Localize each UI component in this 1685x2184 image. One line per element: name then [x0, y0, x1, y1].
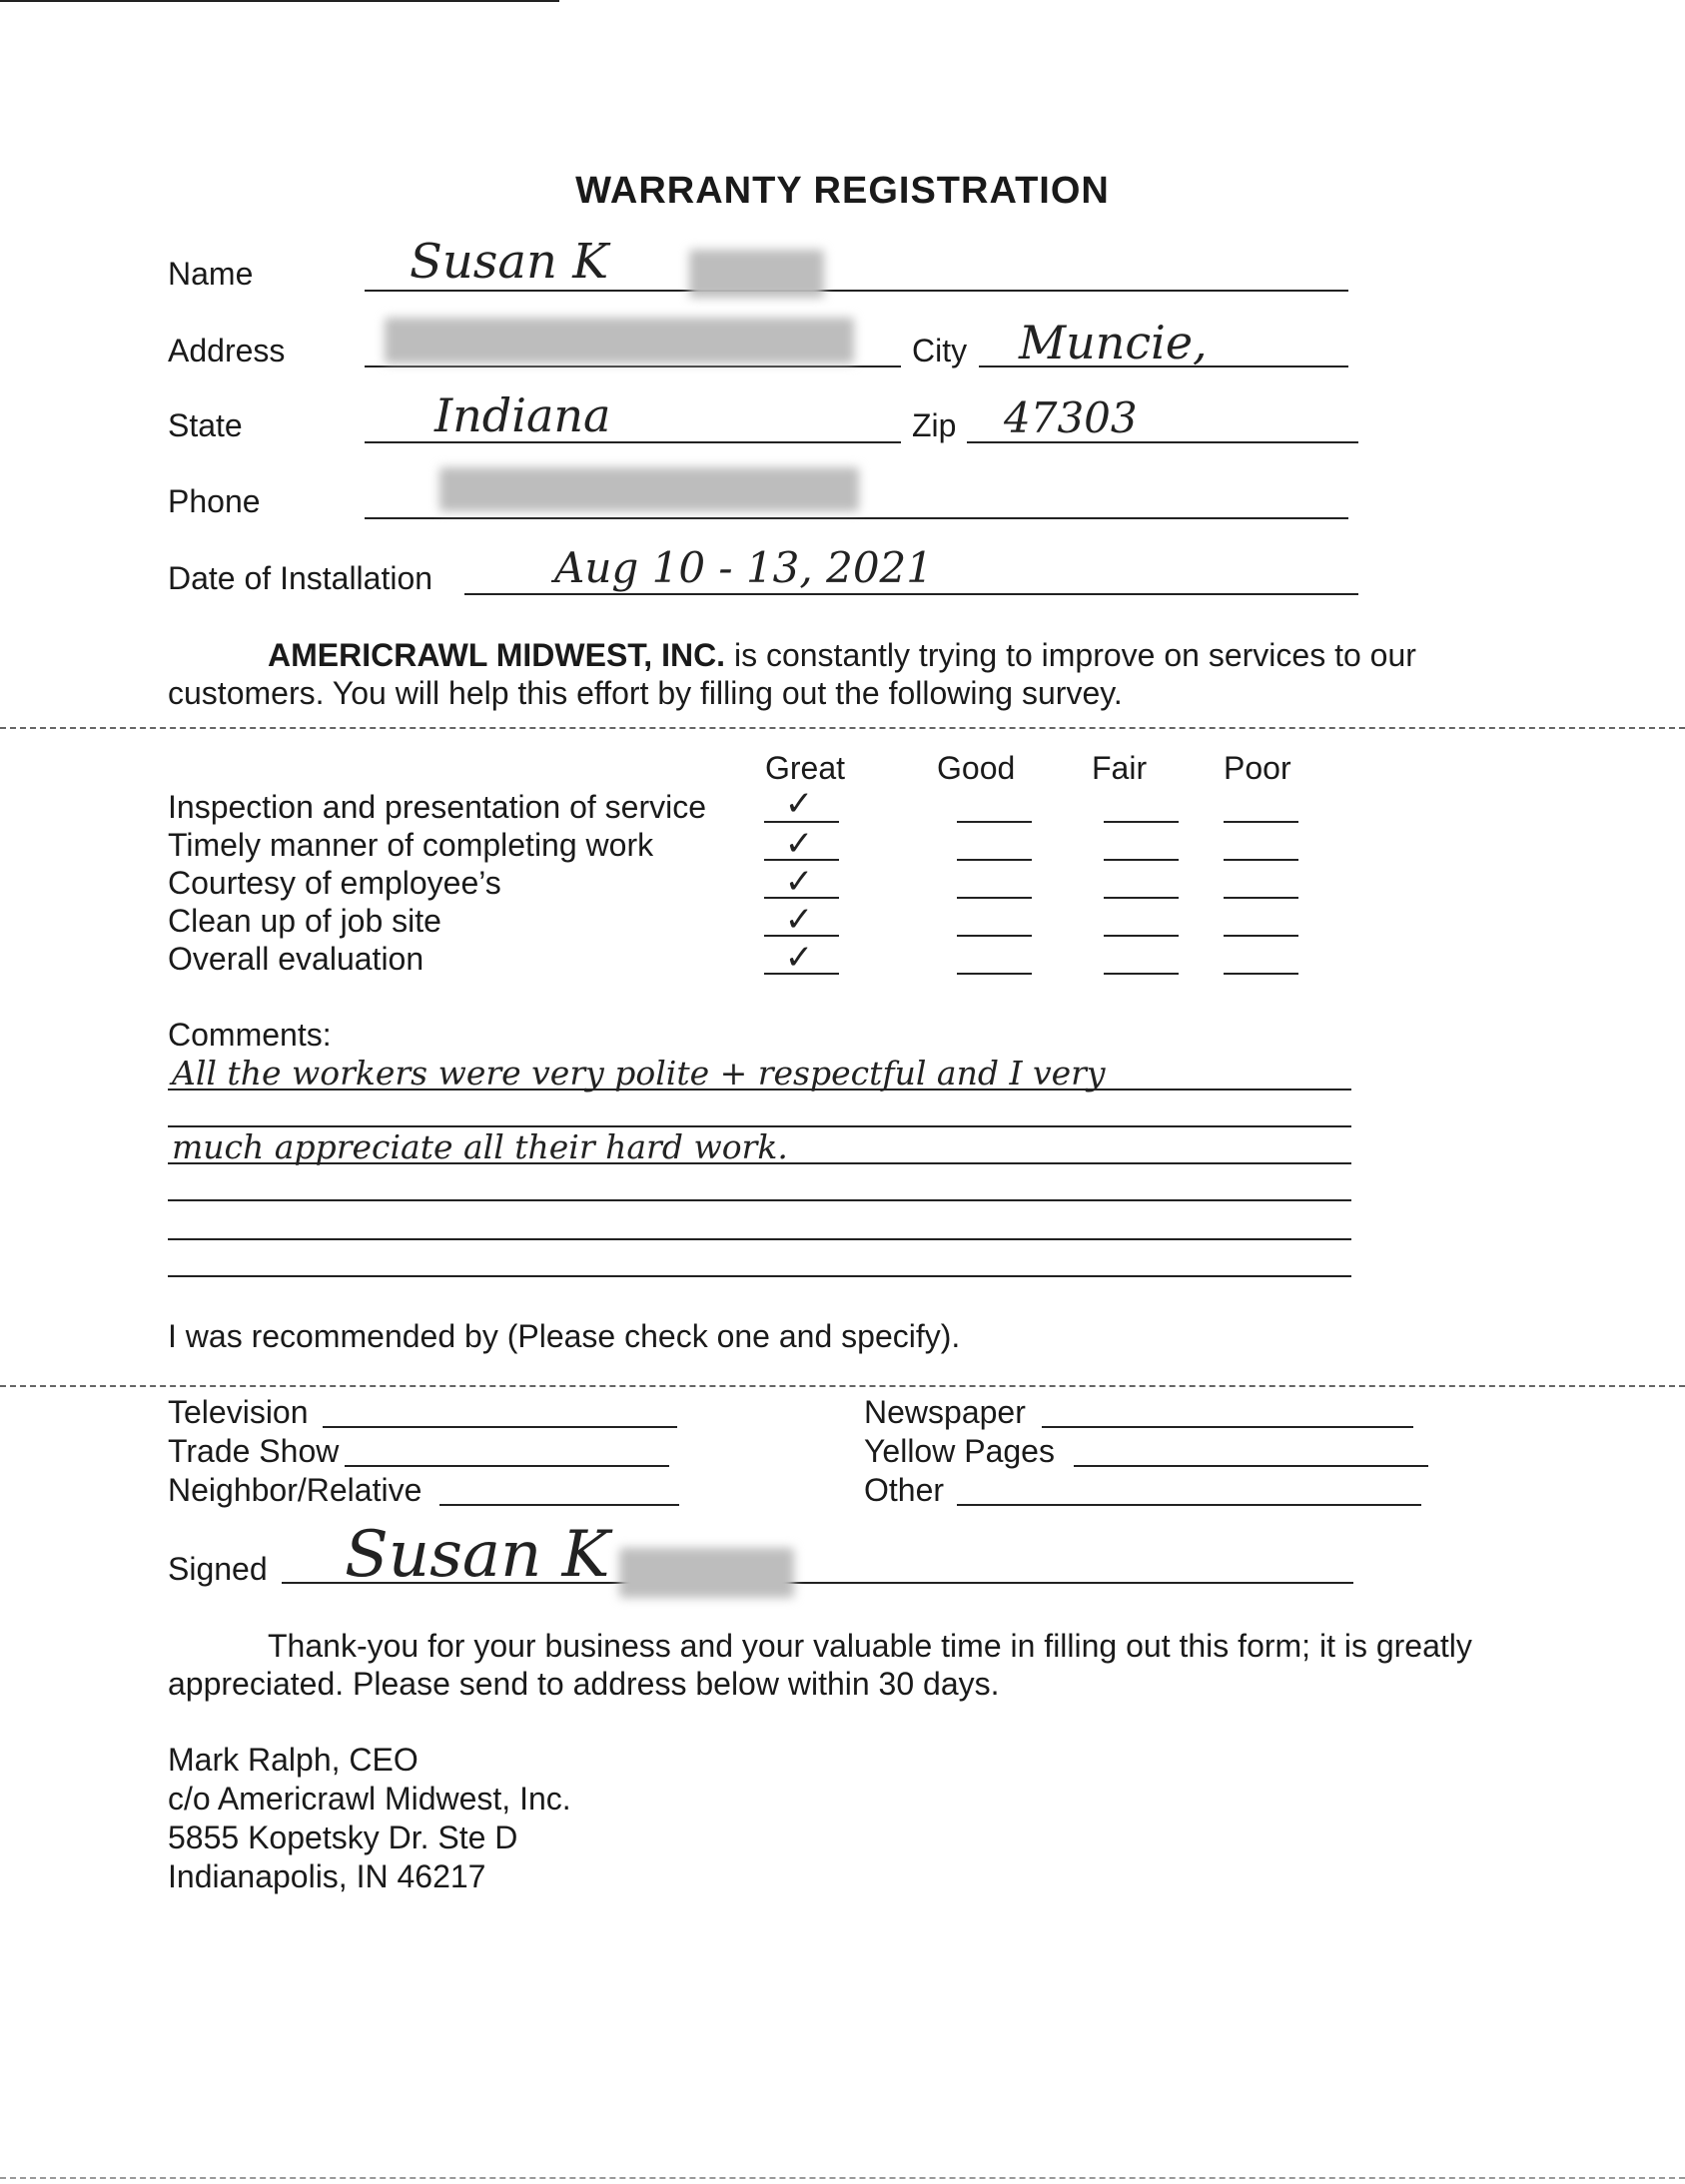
signature-value[interactable]: Susan K: [345, 1518, 610, 1592]
intro-text-1: is constantly trying to improve on services to our: [733, 637, 1416, 673]
address-label: Address: [168, 333, 286, 368]
rating-blank-good[interactable]: [957, 935, 1032, 937]
option-yellow-pages-blank[interactable]: [1074, 1465, 1428, 1467]
date-label: Date of Installation: [168, 560, 433, 596]
phone-underline: [365, 517, 1348, 519]
date-value[interactable]: Aug 10 - 13, 2021: [554, 543, 933, 592]
zip-label: Zip: [912, 407, 957, 443]
rating-blank-good[interactable]: [957, 897, 1032, 899]
recommended-prompt: I was recommended by (Please check one and specify).: [168, 1318, 961, 1354]
rating-blank-fair[interactable]: [1104, 935, 1179, 937]
rating-blank-poor[interactable]: [1224, 897, 1298, 899]
scan-top-edge: [0, 0, 559, 2]
survey-col-great: Great: [765, 750, 846, 786]
city-value[interactable]: Muncie,: [1019, 316, 1208, 369]
comments-line-2[interactable]: much appreciate all their hard work.: [172, 1127, 788, 1166]
comments-label: Comments:: [168, 1017, 332, 1053]
mailing-address-line-1: Mark Ralph, CEO: [168, 1742, 419, 1778]
city-label: City: [912, 333, 968, 368]
state-value[interactable]: Indiana: [434, 388, 611, 442]
comments-underline-4: [168, 1199, 1351, 1201]
name-redaction: [689, 250, 824, 298]
check-mark-great: ✓: [784, 785, 814, 823]
rating-blank-fair[interactable]: [1104, 821, 1179, 823]
date-underline: [464, 593, 1358, 595]
option-television-blank[interactable]: [323, 1426, 677, 1428]
rating-blank-good[interactable]: [957, 859, 1032, 861]
mailing-address-line-4: Indianapolis, IN 46217: [168, 1858, 486, 1894]
rating-blank-poor[interactable]: [1224, 973, 1298, 975]
scan-fold-line-upper: [0, 727, 1685, 729]
address-redaction: [385, 318, 854, 364]
name-label: Name: [168, 256, 254, 292]
scan-fold-line-lower: [0, 1385, 1685, 1387]
intro-line-1: [268, 639, 1416, 671]
zip-value[interactable]: 47303: [1004, 393, 1138, 442]
signed-label: Signed: [168, 1551, 268, 1587]
signature-redaction: [619, 1548, 794, 1598]
survey-row-label: Timely manner of completing work: [168, 827, 654, 863]
thanks-line-2: appreciated. Please send to address below within 30 days.: [168, 1666, 1000, 1702]
rating-blank-good[interactable]: [957, 821, 1032, 823]
name-value[interactable]: Susan K: [410, 234, 609, 290]
scan-bottom-edge: [0, 2177, 1685, 2179]
phone-redaction: [439, 467, 859, 511]
company-name: AMERICRAWL MIDWEST, INC.: [268, 637, 726, 673]
survey-row-label: Clean up of job site: [168, 903, 441, 939]
survey-col-poor: Poor: [1224, 750, 1291, 786]
comments-underline-1: [168, 1089, 1351, 1091]
name-underline: [365, 290, 1348, 292]
comments-line-1[interactable]: All the workers were very polite + respectful and I very: [172, 1054, 1106, 1092]
option-trade-show-blank[interactable]: [345, 1465, 669, 1467]
option-yellow-pages-label: Yellow Pages: [864, 1433, 1055, 1469]
check-mark-great: ✓: [784, 901, 814, 939]
survey-row-label: Inspection and presentation of service: [168, 789, 706, 825]
option-neighbor-blank[interactable]: [439, 1504, 679, 1506]
comments-underline-5: [168, 1238, 1351, 1240]
comments-underline-6: [168, 1275, 1351, 1277]
rating-blank-poor[interactable]: [1224, 859, 1298, 861]
mailing-address-line-3: 5855 Kopetsky Dr. Ste D: [168, 1820, 518, 1855]
rating-blank-fair[interactable]: [1104, 859, 1179, 861]
rating-blank-fair[interactable]: [1104, 973, 1179, 975]
phone-label: Phone: [168, 483, 261, 519]
option-neighbor-label: Neighbor/Relative: [168, 1472, 422, 1508]
option-other-blank[interactable]: [957, 1504, 1421, 1506]
rating-blank-fair[interactable]: [1104, 897, 1179, 899]
rating-blank-poor[interactable]: [1224, 821, 1298, 823]
comments-underline-3: [168, 1162, 1351, 1164]
mailing-address-line-2: c/o Americrawl Midwest, Inc.: [168, 1781, 571, 1817]
survey-row-label: Overall evaluation: [168, 941, 424, 977]
address-underline: [365, 365, 901, 367]
check-mark-great: ✓: [784, 825, 814, 863]
page-title: WARRANTY REGISTRATION: [575, 170, 1110, 212]
survey-col-fair: Fair: [1092, 750, 1148, 786]
option-newspaper-blank[interactable]: [1042, 1426, 1413, 1428]
check-mark-great: ✓: [784, 863, 814, 901]
option-trade-show-label: Trade Show: [168, 1433, 340, 1469]
rating-blank-poor[interactable]: [1224, 935, 1298, 937]
state-label: State: [168, 407, 243, 443]
survey-col-good: Good: [937, 750, 1016, 786]
intro-line-2: customers. You will help this effort by filling out the following survey.: [168, 675, 1123, 711]
option-newspaper-label: Newspaper: [864, 1394, 1026, 1430]
option-television-label: Television: [168, 1394, 309, 1430]
thanks-line-1: Thank-you for your business and your valuable time in filling out this form; it is greatly: [268, 1628, 1472, 1664]
option-other-label: Other: [864, 1472, 945, 1508]
survey-row-label: Courtesy of employee’s: [168, 865, 501, 901]
check-mark-great: ✓: [784, 939, 814, 977]
rating-blank-good[interactable]: [957, 973, 1032, 975]
